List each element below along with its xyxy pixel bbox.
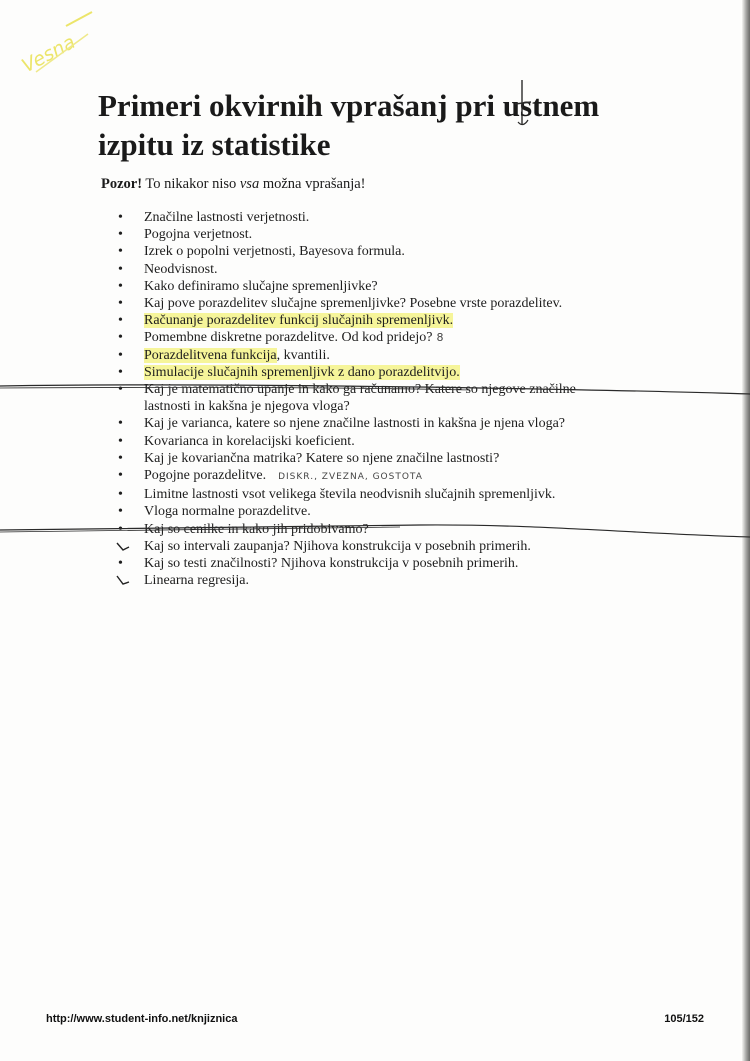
list-item: • Pogojna verjetnost.: [100, 226, 620, 243]
warning-label: Pozor!: [101, 176, 143, 192]
list-item: • Limitne lastnosti vsot velikega števila neodvisnih slučajnih spremenljivk.: [100, 486, 620, 503]
page-title: Primeri okvirnih vprašanj pri ustnem izpitu iz statistike: [98, 88, 600, 162]
list-item: • Kaj pove porazdelitev slučajne spremenljivke? Posebne vrste porazdelitev.: [100, 295, 620, 312]
list-item: • Kaj je kovariančna matrika? Katere so njene značilne lastnosti?: [100, 450, 620, 467]
list-item: • Porazdelitvena funkcija, kvantili.: [100, 347, 620, 364]
handwritten-check-icon: [116, 541, 130, 553]
handwritten-note: 8: [436, 331, 444, 345]
handwritten-name-stamp: [6, 10, 96, 80]
list-item: • Značilne lastnosti verjetnosti.: [100, 209, 620, 226]
list-item: • Kaj je matematično upanje in kako ga računamo? Katere so njegove značilne lastnosti in kakšna je njegova vloga?: [100, 381, 620, 415]
list-item: • Kovarianca in korelacijski koeficient.: [100, 433, 620, 450]
list-item: • Pomembne diskretne porazdelitve. Od kod pridejo? 8: [100, 329, 620, 346]
svg-text:Vesna: Vesna: [18, 31, 80, 78]
handwritten-divider-line: [0, 374, 750, 404]
list-item: • Kaj je varianca, katere so njene značilne lastnosti in kakšna je njena vloga?: [100, 415, 620, 432]
handwritten-note: DISKR., ZVEZNA, GOSTOTA: [278, 472, 423, 483]
warning-text-1: To nikakor niso: [142, 176, 240, 192]
highlighted-text: Porazdelitvena funkcija: [144, 347, 277, 363]
warning-note: [101, 176, 366, 193]
list-item: • Izrek o popolni verjetnosti, Bayesova formula.: [100, 243, 620, 260]
list-item: [100, 312, 620, 329]
list-item: • Kako definiramo slučajne spremenljivke?: [100, 278, 620, 295]
list-item: Kaj so intervali zaupanja? Njihova konstrukcija v posebnih primerih.: [100, 538, 620, 555]
warning-emphasis: vsa: [239, 176, 260, 192]
footer-url: http://www.student-info.net/knjiznica: [46, 1013, 238, 1025]
list-item: • Kaj so cenilke in kako jih pridobivamo?: [100, 521, 620, 538]
handwritten-check-icon: [116, 575, 130, 587]
warning-text-2: možna vprašanja!: [259, 176, 366, 192]
handwritten-divider-line: [0, 512, 750, 542]
list-item: Linearna regresija.: [100, 572, 620, 589]
page-number: 105/152: [664, 1013, 704, 1025]
list-item: • Pogojne porazdelitve. DISKR., ZVEZNA, GOSTOTA: [100, 467, 620, 486]
highlighted-text: Računanje porazdelitev funkcij slučajnih spremenljivk.: [144, 313, 454, 329]
list-item: • Neodvisnost.: [100, 261, 620, 278]
list-item: • Vloga normalne porazdelitve.: [100, 503, 620, 520]
handwritten-correction-mark: [513, 78, 533, 128]
highlighted-text: Simulacije slučajnih spremenljivk z dano porazdelitvijo.: [144, 364, 460, 380]
list-item: • Kaj so testi značilnosti? Njihova konstrukcija v posebnih primerih.: [100, 555, 620, 572]
